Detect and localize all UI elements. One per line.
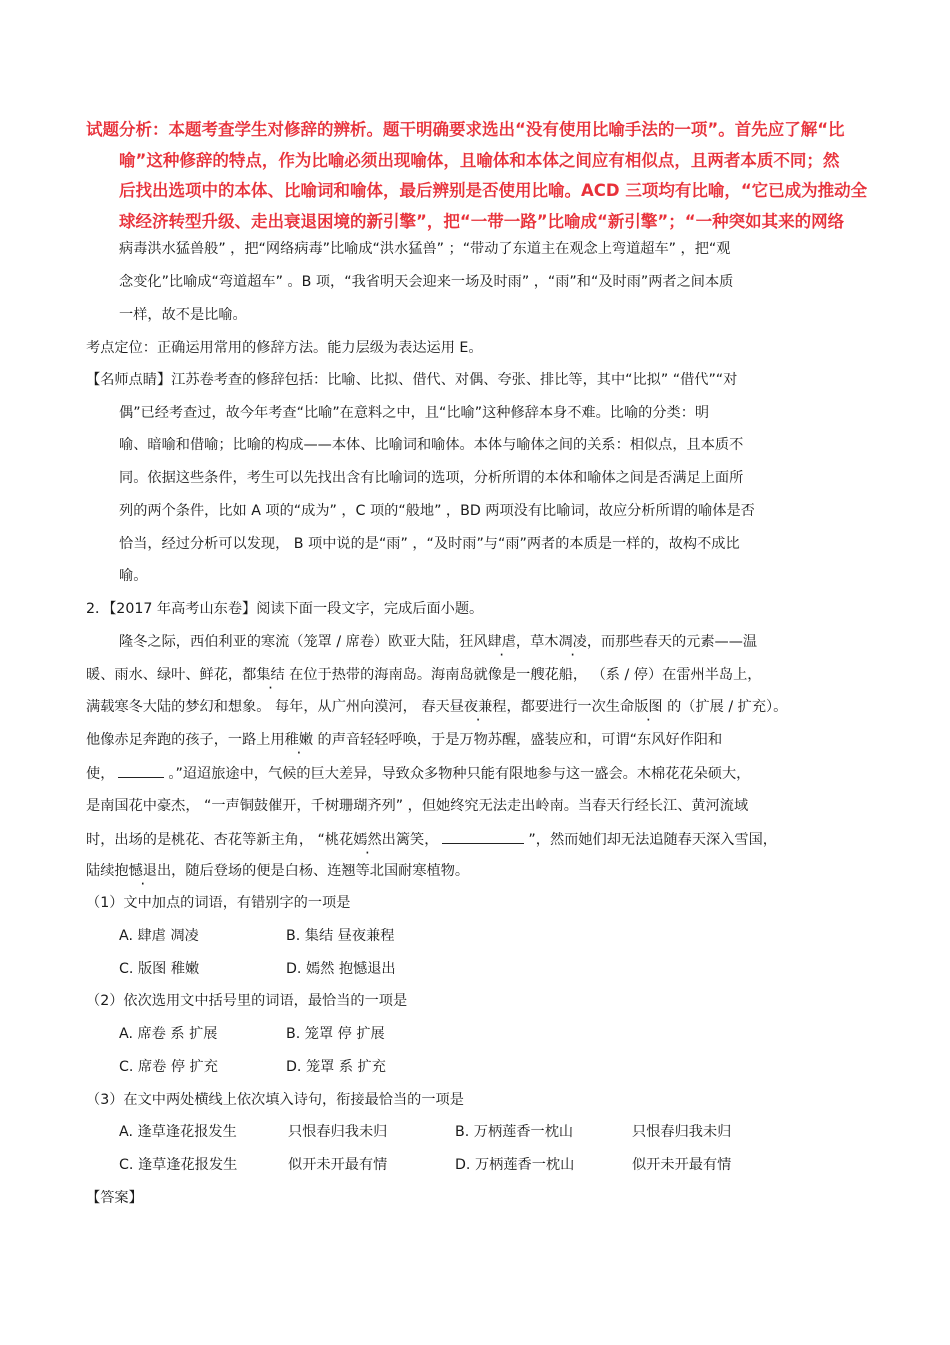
mingshi-line: 同。依据这些条件，考生可以先找出含有比喻词的选项，分析所谓的本体和喻体之间是否满足上面所: [119, 470, 744, 486]
dotted-word: 稚嫩: [284, 732, 314, 748]
analysis-continued-line: 一样，故不是比喻。: [119, 307, 247, 323]
option-A[interactable]: A. 席卷 系 扩展: [119, 1026, 218, 1042]
dotted-word: 肆虐: [487, 634, 516, 650]
option-A-second-line: 只恨春归我未归: [288, 1124, 388, 1140]
option-A[interactable]: A. 逢草逢花报发生: [119, 1124, 237, 1140]
dotted-word: 版图: [634, 699, 663, 715]
dotted-word: 凋凌: [558, 634, 587, 650]
passage-line: 是南国花中豪杰， “一声铜鼓催开，千树珊瑚齐列” ，但她终究无法走出岭南。当春天行经长江、黄河流域: [86, 798, 749, 814]
question-stem: （3）在文中两处横线上依次填入诗句，衔接最恰当的一项是: [86, 1092, 464, 1108]
option-D-second-line: 似开未开最有情: [632, 1157, 732, 1173]
fill-blank-1[interactable]: [118, 763, 164, 778]
question-header: 2．【2017 年高考山东卷】阅读下面一段文字，完成后面小题。: [86, 601, 484, 617]
analysis-continued-line: 病毒洪水猛兽般” ，把“网络病毒”比喻成“洪水猛兽” ；“带动了东道主在观念上弯道超车” ，把“观: [119, 241, 731, 257]
option-C[interactable]: C. 版图 稚嫩: [119, 961, 200, 977]
dotted-word: 昼夜兼程: [449, 699, 507, 715]
option-D[interactable]: D. 万柄莲香一枕山: [455, 1157, 575, 1173]
passage-line: 陆续抱憾退出，随后登场的便是白杨、连翘等北国耐寒植物。: [86, 863, 470, 879]
mingshi-line: 喻、暗喻和借喻；比喻的构成——本体、比喻词和喻体。本体与喻体之间的关系：相似点，且本质不: [119, 437, 744, 453]
option-C[interactable]: C. 逢草逢花报发生: [119, 1157, 238, 1173]
passage-line: 他像赤足奔跑的孩子，一路上用稚嫩 的声音轻轻呼唤，于是万物苏醒，盛装应和，可谓“东风好作阳和: [86, 732, 723, 748]
analysis-continued-line: 念变化”比喻成“弯道超车” 。B 项，“我省明天会迎来一场及时雨” ，“雨”和“及时雨”两者之间本质: [119, 274, 734, 290]
answer-label: 【答案】: [86, 1190, 143, 1206]
kaodian-line: 考点定位：正确运用常用的修辞方法。能力层级为表达运用 E。: [86, 340, 483, 356]
option-D[interactable]: D. 笼罩 系 扩充: [286, 1059, 386, 1075]
passage-line: 暖、雨水、绿叶、鲜花，都集结 在位于热带的海南岛。海南岛就像是一艘花船， （系 / 停）在雷州半岛上，: [86, 667, 762, 683]
analysis-line: 后找出选项中的本体、比喻词和喻体，最后辨别是否使用比喻。ACD 三项均有比喻，“它已成为推动全: [119, 181, 868, 200]
dotted-word: 集结: [256, 667, 285, 683]
analysis-line: 球经济转型升级、走出衰退困境的新引擎”，把“一带一路”比喻成“新引擎”；“一种突如其来的网络: [119, 211, 845, 231]
mingshi-line: 【名师点睛】江苏卷考查的修辞包括：比喻、比拟、借代、对偶、夸张、排比等，其中“比拟” “借代”“对: [86, 372, 738, 388]
question-stem: （2）依次选用文中括号里的词语，最恰当的一项是: [86, 993, 408, 1009]
dotted-word: 抱憾退出: [114, 863, 172, 879]
mingshi-line: 偶”已经考查过，故今年考查“比喻”在意料之中，且“比喻”这种修辞本身不难。比喻的分类：明: [119, 405, 710, 421]
passage-line: 时，出场的是桃花、杏花等新主角， “桃花嫣然出篱笑， ”，然而她们却无法追随春天深入雪国，: [86, 829, 777, 850]
option-B[interactable]: B. 万柄莲香一枕山: [455, 1124, 574, 1140]
option-C[interactable]: C. 席卷 停 扩充: [119, 1059, 218, 1075]
fill-blank-2[interactable]: [442, 829, 524, 844]
passage-line: 使， 。”迢迢旅途中，气候的巨大差异，导致众多物种只能有限地参与这一盛会。木棉花花朵硕大，: [86, 763, 750, 784]
mingshi-line: 喻。: [119, 568, 148, 584]
option-B[interactable]: B. 集结 昼夜兼程: [286, 928, 395, 944]
analysis-line: 喻”这种修辞的特点，作为比喻必须出现喻体，且喻体和本体之间应有相似点，且两者本质不同；然: [119, 150, 840, 170]
option-D[interactable]: D. 嫣然 抱憾退出: [286, 961, 396, 977]
passage-line: 隆冬之际，西伯利亚的寒流（笼罩 / 席卷）欧亚大陆，狂风肆虐，草木凋凌，而那些春天的元素——温: [119, 634, 758, 650]
mingshi-line: 列的两个条件，比如 A 项的“成为” ，C 项的“般地” ，BD 两项没有比喻词，故应分析所谓的喻体是否: [119, 503, 755, 519]
analysis-block: [86, 115, 886, 237]
analysis-line: 试题分析：本题考查学生对修辞的辨析。题干明确要求选出“没有使用比喻手法的一项”。首先应了解“比: [86, 120, 845, 139]
mingshi-line: 恰当，经过分析可以发现， B 项中说的是“雨” ，“及时雨”与“雨”两者的本质是一样的，故构不成比: [119, 536, 740, 552]
question-stem: （1）文中加点的词语，有错别字的一项是: [86, 895, 351, 911]
passage-line: 满载寒冬大陆的梦幻和想象。 每年，从广州向漠河， 春天昼夜兼程，都要进行一次生命版图 的（扩展 / 扩充）。: [86, 699, 788, 715]
option-B[interactable]: B. 笼罩 停 扩展: [286, 1026, 385, 1042]
option-A[interactable]: A. 肆虐 凋凌: [119, 928, 199, 944]
dotted-word: 嫣然: [353, 832, 382, 848]
option-B-second-line: 只恨春归我未归: [632, 1124, 732, 1140]
option-C-second-line: 似开未开最有情: [288, 1157, 388, 1173]
